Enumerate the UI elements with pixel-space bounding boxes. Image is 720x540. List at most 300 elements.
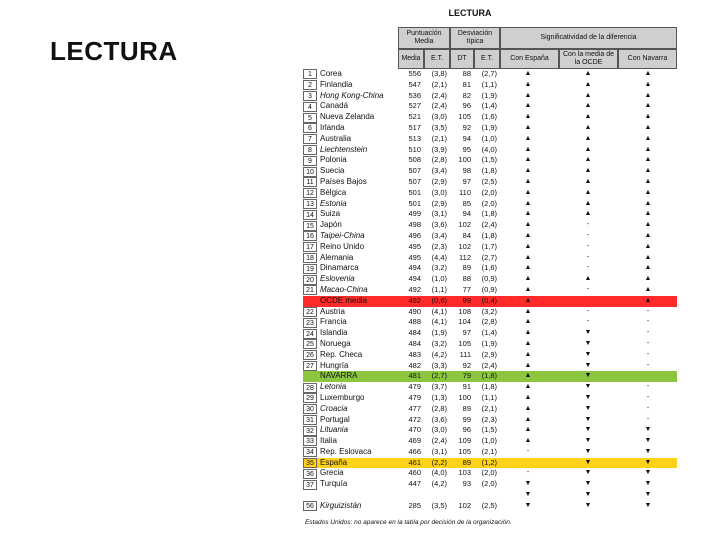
row-sig-ocde: ▼ <box>584 372 592 380</box>
table-row <box>303 80 677 91</box>
row-rank: 8 <box>303 145 317 155</box>
row-dt-et: (3,2) <box>481 306 497 316</box>
row-country: Croacia <box>320 403 348 413</box>
table-row <box>303 415 677 426</box>
row-media-et: (2,8) <box>431 155 447 165</box>
row-rank: 19 <box>303 264 317 274</box>
row-sig-navarra: ▼ <box>644 447 652 455</box>
row-sig-navarra: ▲ <box>644 113 652 121</box>
row-sig-ocde: ▲ <box>584 102 592 110</box>
results-table <box>303 27 677 512</box>
row-dt-et: (1,8) <box>481 371 497 381</box>
row-sig-espana: ▲ <box>524 275 532 283</box>
row-media-et: (3,9) <box>431 144 447 154</box>
table-row <box>303 479 677 490</box>
row-dt: 85 <box>462 198 471 208</box>
header-desviacion: Desviación típica <box>450 27 500 49</box>
row-dt-et: (4,0) <box>481 144 497 154</box>
row-dt-et: (1,5) <box>481 155 497 165</box>
table-row <box>303 145 677 156</box>
header-et2: E.T. <box>474 49 500 69</box>
row-dt-et: (1,9) <box>481 122 497 132</box>
row-rank: 22 <box>303 307 317 317</box>
row-sig-ocde: ▼ <box>584 491 592 499</box>
row-country: Luxemburgo <box>320 392 365 402</box>
row-sig-espana: ▲ <box>524 285 532 293</box>
row-sig-espana: ▼ <box>524 491 532 499</box>
row-media: 488 <box>408 317 421 327</box>
row-media-et: (3,7) <box>431 382 447 392</box>
row-rank: 6 <box>303 123 317 133</box>
row-dt: 112 <box>459 252 471 262</box>
row-media-et: (2,1) <box>431 133 447 143</box>
row-country: Austria <box>320 306 345 316</box>
row-country: Noruega <box>320 338 351 348</box>
row-media-et: (1,9) <box>431 328 447 338</box>
table-row <box>303 501 677 512</box>
row-sig-ocde: - <box>586 221 590 229</box>
row-country: Suecia <box>320 166 345 176</box>
row-dt-et: (1,8) <box>481 230 497 240</box>
table-row <box>303 199 677 210</box>
row-sig-ocde: ▲ <box>584 113 592 121</box>
row-dt-et: (2,5) <box>481 500 497 510</box>
row-sig-navarra: ▲ <box>644 91 652 99</box>
table-row <box>303 242 677 253</box>
row-sig-navarra: ▼ <box>644 491 652 499</box>
row-rank: 31 <box>303 415 317 425</box>
row-sig-ocde: ▼ <box>584 426 592 434</box>
row-country: Nueva Zelanda <box>320 112 375 122</box>
row-sig-espana: ▲ <box>524 199 532 207</box>
row-sig-ocde: - <box>586 231 590 239</box>
row-sig-ocde: ▼ <box>584 480 592 488</box>
row-sig-navarra: ▲ <box>644 275 652 283</box>
row-media: 460 <box>408 468 421 478</box>
row-dt: 96 <box>462 101 471 111</box>
row-country: Hungría <box>320 360 349 370</box>
table-row <box>303 393 677 404</box>
row-dt: 104 <box>458 317 471 327</box>
row-dt-et: (1,8) <box>481 166 497 176</box>
row-media: 501 <box>408 198 421 208</box>
row-media-et: (4,1) <box>431 306 447 316</box>
row-rank: 24 <box>303 329 317 339</box>
row-country: Japón <box>320 220 342 230</box>
row-sig-navarra: ▼ <box>644 469 652 477</box>
row-sig-navarra: - <box>646 361 650 369</box>
row-dt-et: (1,7) <box>481 241 497 251</box>
row-media: 466 <box>408 446 421 456</box>
row-sig-navarra: ▲ <box>644 231 652 239</box>
row-sig-espana: ▲ <box>524 231 532 239</box>
row-media: 507 <box>408 176 421 186</box>
row-media: 499 <box>408 209 421 219</box>
row-media: 508 <box>408 155 421 165</box>
header-dt: DT <box>450 49 474 69</box>
table-row <box>303 404 677 415</box>
row-media-et: (3,1) <box>431 209 447 219</box>
row-sig-espana: ▲ <box>524 372 532 380</box>
header-media: Media <box>398 49 424 69</box>
row-sig-espana: ▲ <box>524 70 532 77</box>
row-sig-espana: ▲ <box>524 264 532 272</box>
row-sig-navarra: - <box>646 307 650 315</box>
row-media: 498 <box>408 220 421 230</box>
row-rank: 30 <box>303 404 317 414</box>
row-dt: 103 <box>458 468 471 478</box>
row-media-et: (1,3) <box>431 392 447 402</box>
row-country: Islandia <box>320 328 348 338</box>
row-media: 479 <box>408 382 421 392</box>
row-dt-et: (2,3) <box>481 414 497 424</box>
row-sig-navarra: ▲ <box>644 134 652 142</box>
row-sig-ocde: ▼ <box>584 339 592 347</box>
row-sig-ocde: - <box>586 264 590 272</box>
row-country: Canadá <box>320 101 349 111</box>
row-country: Italia <box>320 436 337 446</box>
row-media: 510 <box>408 144 421 154</box>
row-sig-espana: ▲ <box>524 253 532 261</box>
row-country: Eslovenia <box>320 274 355 284</box>
row-rank: 20 <box>303 275 317 285</box>
row-sig-ocde: ▲ <box>584 188 592 196</box>
table-row <box>303 468 677 479</box>
row-sig-navarra: ▲ <box>644 296 652 304</box>
row-sig-ocde: ▲ <box>584 177 592 185</box>
row-rank: 26 <box>303 350 317 360</box>
table-header <box>303 27 677 69</box>
row-country: OCDE media <box>320 295 368 305</box>
row-dt: 94 <box>462 133 471 143</box>
row-media: 517 <box>408 122 421 132</box>
row-media-et: (2,4) <box>431 90 447 100</box>
table-row <box>303 155 677 166</box>
row-sig-espana: ▲ <box>524 80 532 88</box>
row-media-et: (3,2) <box>431 263 447 273</box>
row-sig-navarra: ▲ <box>644 221 652 229</box>
table-row <box>303 123 677 134</box>
row-media-et: (3,0) <box>431 425 447 435</box>
row-rank: 21 <box>303 285 317 295</box>
row-dt: 89 <box>462 403 471 413</box>
row-dt-et: (1,1) <box>481 79 497 89</box>
row-media: 470 <box>408 425 421 435</box>
row-country: Rep. Eslovaca <box>320 446 372 456</box>
table-row <box>303 166 677 177</box>
table-body <box>303 69 677 512</box>
row-media-et: (4,2) <box>431 349 447 359</box>
row-media: 527 <box>408 101 421 111</box>
row-sig-navarra: - <box>646 329 650 337</box>
row-media: 513 <box>408 133 421 143</box>
row-dt-et: (2,5) <box>481 176 497 186</box>
row-sig-navarra: ▲ <box>644 177 652 185</box>
row-sig-espana: ▲ <box>524 167 532 175</box>
row-rank: 13 <box>303 199 317 209</box>
row-dt: 92 <box>462 122 471 132</box>
row-dt: 100 <box>458 155 471 165</box>
row-sig-espana: ▼ <box>524 501 532 509</box>
row-media: 472 <box>408 414 421 424</box>
row-dt: 99 <box>462 295 471 305</box>
row-media-et: (2,3) <box>431 241 447 251</box>
table-row <box>303 382 677 393</box>
row-sig-espana: ▲ <box>524 350 532 358</box>
row-country: Lituania <box>320 425 349 435</box>
row-sig-ocde: ▲ <box>584 123 592 131</box>
row-sig-ocde: ▲ <box>584 145 592 153</box>
table-row <box>303 350 677 361</box>
row-dt: 88 <box>462 69 471 78</box>
row-media-et: (3,4) <box>431 230 447 240</box>
row-sig-ocde: - <box>586 253 590 261</box>
row-dt: 88 <box>462 274 471 284</box>
table-row <box>303 274 677 285</box>
row-sig-ocde: - <box>586 242 590 250</box>
row-rank: 37 <box>303 480 317 490</box>
row-rank: 36 <box>303 469 317 479</box>
row-rank: 12 <box>303 188 317 198</box>
row-sig-navarra: ▲ <box>644 285 652 293</box>
row-dt: 95 <box>462 144 471 154</box>
row-country: Portugal <box>320 414 350 424</box>
row-sig-ocde: ▲ <box>584 91 592 99</box>
table-row <box>303 177 677 188</box>
row-dt: 84 <box>462 230 471 240</box>
row-sig-espana: - <box>526 469 530 477</box>
row-dt-et: (1,9) <box>481 338 497 348</box>
row-sig-espana: ▲ <box>524 339 532 347</box>
row-media-et: (4,0) <box>431 468 447 478</box>
row-media: 501 <box>408 187 421 197</box>
row-sig-espana: ▲ <box>524 113 532 121</box>
row-dt: 96 <box>462 425 471 435</box>
row-media-et: (2,7) <box>431 371 447 381</box>
row-sig-navarra: ▲ <box>644 210 652 218</box>
header-con-navarra: Con Navarra <box>618 49 677 69</box>
row-media: 469 <box>408 436 421 446</box>
table-row <box>303 458 677 469</box>
row-dt-et: (1,4) <box>481 101 497 111</box>
table-row <box>303 296 677 307</box>
table-row <box>303 220 677 231</box>
row-country: Finlandia <box>320 79 353 89</box>
row-sig-espana: ▲ <box>524 91 532 99</box>
row-media-et: (2,8) <box>431 403 447 413</box>
row-country: Corea <box>320 69 342 78</box>
row-media-et: (3,1) <box>431 446 447 456</box>
row-country: Estonia <box>320 198 347 208</box>
row-rank: 32 <box>303 426 317 436</box>
row-media: 494 <box>408 274 421 284</box>
row-rank: 27 <box>303 361 317 371</box>
row-rank: 1 <box>303 69 317 79</box>
row-dt-et: (2,8) <box>481 317 497 327</box>
row-rank: 17 <box>303 242 317 252</box>
row-dt: 94 <box>462 209 471 219</box>
row-dt-et: (2,0) <box>481 479 497 489</box>
row-dt-et: (1,5) <box>481 425 497 435</box>
row-media: 492 <box>408 295 421 305</box>
row-sig-espana: ▲ <box>524 383 532 391</box>
row-dt: 91 <box>462 382 471 392</box>
row-sig-ocde: - <box>586 307 590 315</box>
row-media-et: (3,5) <box>431 500 447 510</box>
row-sig-ocde: ▼ <box>584 383 592 391</box>
row-media-et: (0,6) <box>431 295 447 305</box>
row-sig-ocde: ▼ <box>584 350 592 358</box>
row-sig-espana: ▲ <box>524 307 532 315</box>
row-media-et: (3,3) <box>431 360 447 370</box>
row-country: Liechtenstein <box>320 144 368 154</box>
row-media-et: (3,6) <box>431 220 447 230</box>
row-country: Bélgica <box>320 187 347 197</box>
row-rank: 25 <box>303 339 317 349</box>
row-dt-et: (1,8) <box>481 382 497 392</box>
row-country: Países Bajos <box>320 176 367 186</box>
row-rank: 14 <box>303 210 317 220</box>
row-rank: 28 <box>303 383 317 393</box>
row-dt: 93 <box>462 479 471 489</box>
table-row <box>303 112 677 123</box>
row-media-et: (3,6) <box>431 414 447 424</box>
row-media-et: (3,8) <box>431 69 447 78</box>
row-sig-navarra: ▲ <box>644 156 652 164</box>
table-row <box>303 69 677 80</box>
row-sig-espana: ▲ <box>524 210 532 218</box>
row-media: 479 <box>408 392 421 402</box>
row-media-et: (3,4) <box>431 166 447 176</box>
slide-title: LECTURA <box>50 36 178 66</box>
row-rank: 29 <box>303 393 317 403</box>
row-country: Taipei-China <box>320 230 365 240</box>
row-country: Dinamarca <box>320 263 359 273</box>
row-country: Kirguizistán <box>320 500 362 510</box>
row-sig-espana: ▲ <box>524 415 532 423</box>
row-media: 495 <box>408 241 421 251</box>
row-sig-ocde: ▲ <box>584 80 592 88</box>
row-dt: 81 <box>462 79 471 89</box>
row-media: 447 <box>408 479 421 489</box>
table-row <box>303 317 677 328</box>
row-sig-navarra: ▲ <box>644 199 652 207</box>
row-dt-et: (2,0) <box>481 468 497 478</box>
row-country: Australia <box>320 133 352 143</box>
row-dt: 99 <box>462 414 471 424</box>
row-country: Polonia <box>320 155 347 165</box>
row-rank: 3 <box>303 91 317 101</box>
row-media: 484 <box>408 338 421 348</box>
row-sig-espana: ▲ <box>524 156 532 164</box>
row-media-et: (2,1) <box>431 79 447 89</box>
row-country: Francia <box>320 317 347 327</box>
row-media-et: (2,2) <box>431 457 447 467</box>
row-sig-ocde: ▲ <box>584 210 592 218</box>
row-sig-ocde: - <box>586 285 590 293</box>
row-sig-navarra: ▲ <box>644 80 652 88</box>
row-country: Letonia <box>320 382 347 392</box>
row-media-et: (4,2) <box>431 479 447 489</box>
row-rank: 18 <box>303 253 317 263</box>
row-media: 556 <box>408 69 421 78</box>
row-dt-et: (1,8) <box>481 209 497 219</box>
row-sig-espana: ▲ <box>524 188 532 196</box>
row-dt: 97 <box>462 176 471 186</box>
row-dt: 102 <box>458 500 471 510</box>
row-dt-et: (1,2) <box>481 457 497 467</box>
row-rank: 4 <box>303 102 317 112</box>
row-dt-et: (0,9) <box>481 284 497 294</box>
row-sig-ocde: ▼ <box>584 469 592 477</box>
row-dt-et: (1,6) <box>481 112 497 122</box>
row-sig-ocde: ▼ <box>584 447 592 455</box>
row-dt-et: (0,9) <box>481 274 497 284</box>
row-sig-navarra: ▼ <box>644 480 652 488</box>
header-puntuacion: Puntuación Media <box>398 27 450 49</box>
row-sig-navarra: - <box>646 339 650 347</box>
row-dt: 77 <box>462 284 471 294</box>
row-rank: 2 <box>303 80 317 90</box>
row-dt: 100 <box>458 392 471 402</box>
row-media: 496 <box>408 230 421 240</box>
row-sig-ocde: ▼ <box>584 329 592 337</box>
row-media-et: (3,5) <box>431 122 447 132</box>
row-dt: 111 <box>459 349 471 359</box>
row-sig-navarra: ▲ <box>644 102 652 110</box>
table-row <box>303 490 677 501</box>
row-sig-ocde: ▲ <box>584 275 592 283</box>
row-sig-ocde: ▲ <box>584 134 592 142</box>
row-sig-ocde: ▼ <box>584 437 592 445</box>
row-dt: 92 <box>462 360 471 370</box>
row-rank: 23 <box>303 318 317 328</box>
row-media: 484 <box>408 328 421 338</box>
row-sig-espana: ▲ <box>524 296 532 304</box>
row-dt-et: (2,4) <box>481 360 497 370</box>
row-media-et: (1,0) <box>431 274 447 284</box>
row-dt: 89 <box>462 263 471 273</box>
header-significatividad: Significatividad de la diferencia <box>500 27 677 49</box>
table-title: LECTURA <box>448 8 492 18</box>
row-media: 494 <box>408 263 421 273</box>
row-sig-espana: ▲ <box>524 102 532 110</box>
row-dt-et: (1,0) <box>481 133 497 143</box>
row-sig-ocde: ▼ <box>584 501 592 509</box>
table-row <box>303 436 677 447</box>
row-sig-navarra: ▲ <box>644 253 652 261</box>
row-dt: 82 <box>462 90 471 100</box>
row-country: Grecia <box>320 468 344 478</box>
row-dt-et: (2,1) <box>481 446 497 456</box>
row-sig-espana: ▲ <box>524 361 532 369</box>
row-media: 521 <box>408 112 421 122</box>
row-sig-espana: ▲ <box>524 134 532 142</box>
row-sig-navarra: - <box>646 318 650 326</box>
row-rank: 16 <box>303 231 317 241</box>
row-sig-navarra: - <box>646 404 650 412</box>
row-dt-et: (2,4) <box>481 220 497 230</box>
row-country: Irlanda <box>320 122 345 132</box>
row-sig-navarra: ▲ <box>644 242 652 250</box>
row-dt: 79 <box>462 371 471 381</box>
row-dt-et: (1,4) <box>481 328 497 338</box>
row-sig-navarra: ▲ <box>644 167 652 175</box>
table-row <box>303 447 677 458</box>
row-dt: 108 <box>458 306 471 316</box>
row-dt: 89 <box>462 457 471 467</box>
row-media-et: (2,4) <box>431 436 447 446</box>
